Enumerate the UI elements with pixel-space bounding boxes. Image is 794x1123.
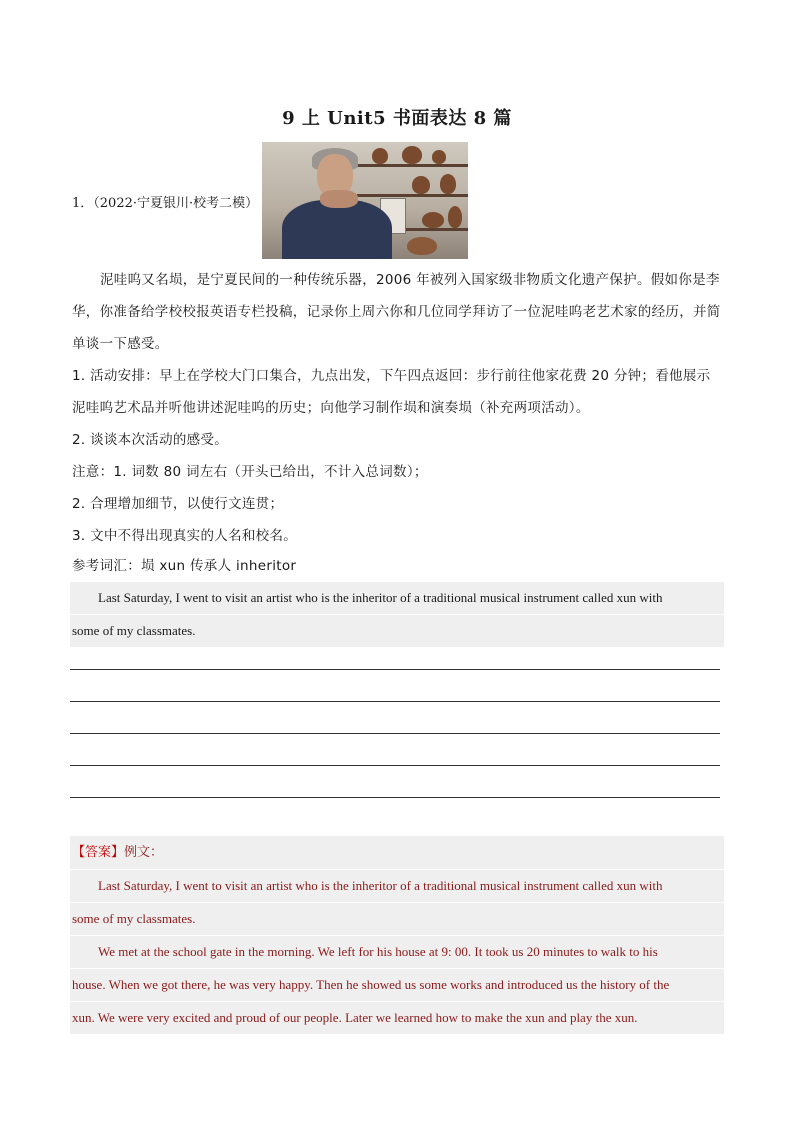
xun-artwork [372,148,388,164]
opening-box [70,582,724,647]
question-label: 1．（2022·宁夏银川·校考二模） [72,196,259,211]
writing-line [70,733,720,734]
note-2: 2. 合理增加细节，以使行文连贯； [72,496,284,512]
person-hands-holding-xun [320,190,358,208]
answer-line: some of my classmates. [70,903,724,936]
requirement-1: 1. 活动安排：早上在学校大门口集合，九点出发，下午四点返回：步行前往他家花费 20 分钟；看他展示泥哇呜艺术品并听他讲述泥哇呜的历史；向他学习制作埙和演奏埙（补充两项活动）。 [72,368,711,416]
page-title: 9 上 Unit5 书面表达 8 篇 [282,108,512,129]
answer-tag: 【答案】 [72,845,125,860]
question-header [72,142,722,260]
opening-line: some of my classmates. [72,623,196,638]
answer-head: 例文： [124,845,164,860]
answer-heading [70,836,724,870]
writing-line [70,797,720,798]
answer-box [70,836,724,1034]
vocabulary: 参考词汇：埙 xun 传承人 inheritor [72,558,297,574]
writing-line [70,765,720,766]
xun-artwork [402,146,422,164]
xun-artwork [422,212,444,228]
answer-line: xun. We were very excited and proud of our people. Later we learned how to make the xun and play the xun. [72,1010,638,1025]
answer-line: Last Saturday, I went to visit an artist who is the inheritor of a traditional musical instrument called xun with [70,870,724,903]
writing-line [70,701,720,702]
answer-line: We met at the school gate in the morning. We left for his house at 9: 00. It took us 20 minutes to walk to his [70,936,724,969]
photo-musician-playing-xun [262,142,468,259]
note-1: 注意：1. 词数 80 词左右（开头已给出，不计入总词数）； [72,464,428,480]
xun-artwork [432,150,446,164]
xun-artwork [412,176,430,194]
opening-line: Last Saturday, I went to visit an artist who is the inheritor of a traditional musical instrument called xun with [70,582,724,615]
xun-artwork [448,206,462,228]
writing-line [70,669,720,670]
question-intro: 泥哇呜又名埙，是宁夏民间的一种传统乐器，2006 年被列入国家级非物质文化遗产保护。假如你是李华，你准备给学校校报英语专栏投稿，记录你上周六你和几位同学拜访了一位泥哇呜老艺术家的经历，并简单谈一下感受。 [72,272,721,352]
xun-artwork [407,237,437,255]
person-body [282,200,392,259]
requirement-2: 2. 谈谈本次活动的感受。 [72,432,229,448]
shelf-decoration [357,194,468,197]
answer-line: house. When we got there, he was very happy. Then he showed us some works and introduced us the history of the [70,969,724,1002]
xun-artwork [440,174,456,194]
note-3: 3. 文中不得出现真实的人名和校名。 [72,528,298,544]
shelf-decoration [357,164,468,167]
